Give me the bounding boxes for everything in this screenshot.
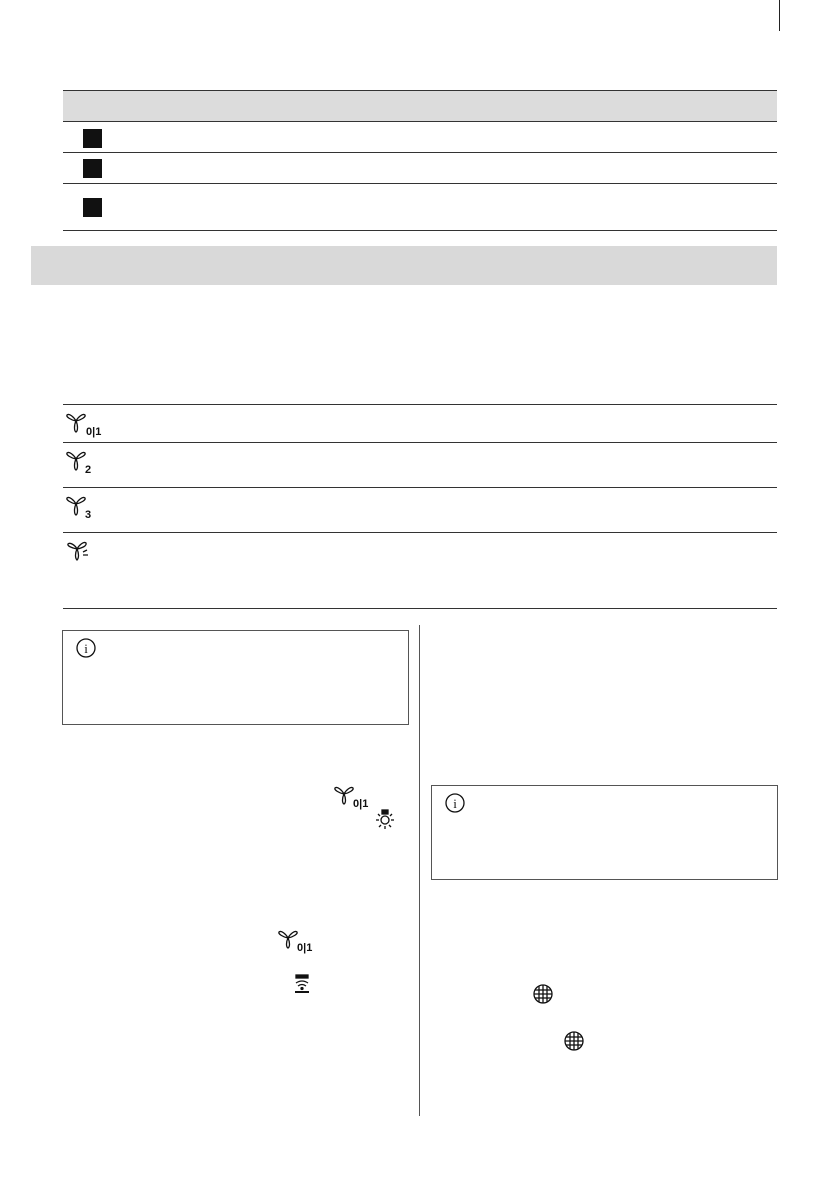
fan-speed-3-icon	[65, 493, 101, 521]
info-note-box	[62, 630, 409, 725]
filled-square-icon	[83, 198, 102, 217]
svg-text:i: i	[84, 641, 88, 656]
table-row	[63, 443, 777, 488]
table-row	[63, 184, 777, 231]
column-divider	[419, 625, 420, 1116]
svg-text:i: i	[453, 796, 457, 811]
svg-text:0|1: 0|1	[353, 798, 369, 810]
crop-mark	[779, 0, 780, 31]
svg-text:0|1: 0|1	[86, 426, 102, 438]
table-row	[63, 122, 777, 153]
fan-speed-table	[63, 404, 777, 609]
svg-text:3: 3	[85, 509, 92, 521]
table-row	[63, 488, 777, 533]
table-row	[63, 153, 777, 184]
fan-speed-2-icon	[65, 448, 101, 476]
info-icon	[445, 793, 465, 813]
table-row	[63, 405, 777, 443]
fan-speed-0-1-icon	[333, 784, 373, 810]
table-header	[63, 90, 777, 122]
svg-text:2: 2	[85, 464, 92, 476]
fan-intensive-icon	[65, 538, 93, 566]
filled-square-icon	[83, 159, 102, 178]
table-row	[63, 533, 777, 609]
grid-icon	[563, 1030, 585, 1052]
hob-to-hood-wireless-icon	[291, 973, 313, 995]
info-icon	[76, 638, 96, 658]
fan-speed-0-1-icon	[277, 928, 317, 954]
light-icon	[373, 808, 397, 832]
grid-icon	[532, 983, 554, 1005]
section-heading-band	[31, 246, 777, 285]
info-note-box	[431, 785, 778, 880]
indicator-table	[63, 90, 777, 231]
fan-speed-0-1-icon	[65, 410, 107, 438]
svg-text:0|1: 0|1	[297, 942, 313, 954]
filled-square-icon	[83, 129, 102, 148]
